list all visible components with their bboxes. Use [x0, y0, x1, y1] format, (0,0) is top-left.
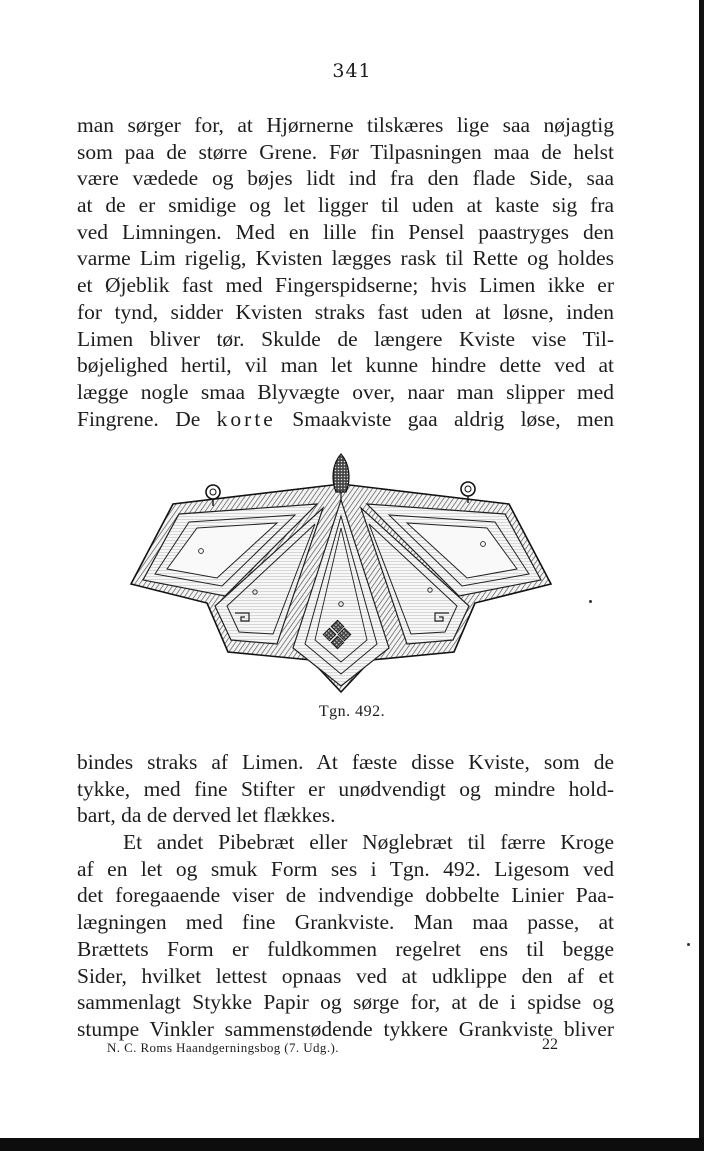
text-line: lægge nogle smaa Blyvægte over, naar man slipper med — [77, 379, 614, 404]
figure-caption: Tgn. 492. — [318, 703, 386, 720]
key-board-illustration — [127, 448, 557, 700]
text-line: for tynd, sidder Kvisten straks fast uden at løsne, inden — [77, 299, 614, 324]
text-line: det foregaaende viser de indvendige dobbelte Linier Paa- — [77, 883, 614, 908]
text-line: være vædede og bøjes lidt ind fra den flade Side, saa — [77, 166, 614, 191]
text-line: sammenlagt Stykke Papir og sørge for, at de i spidse og — [77, 990, 614, 1015]
text-line: ved Limningen. Med en lille fin Pensel paastryges den — [77, 219, 614, 244]
text-line: bøjelighed hertil, vil man let kunne hindre dette ved at — [77, 353, 614, 378]
text-line: Et andet Pibebræt eller Nøglebræt til færre Kroge — [123, 830, 614, 855]
text-line: bart, da de derved let flækkes. — [77, 803, 336, 828]
text-line: man sørger for, at Hjørnerne tilskæres lige saa nøjagtig — [77, 113, 614, 137]
page-number: 341 — [332, 60, 372, 82]
scan-edge-bottom — [0, 1138, 704, 1151]
text-line: Sider, hvilket lettest opnaas ved at udklippe den af et — [77, 963, 614, 988]
text-line: stumpe Vinkler sammenstødende tykkere Grankviste bliver — [77, 1016, 614, 1041]
text-line: lægningen med fine Grankviste. Man maa passe, at — [77, 910, 614, 935]
text-line: varme Lim rigelig, Kvisten lægges rask til Rette og holdes — [77, 246, 614, 271]
text-line: at de er smidige og let ligger til uden at kaste sig fra — [77, 193, 614, 218]
footer-book-title: N. C. Roms Haandgerningsbog (7. Udg.). — [107, 1040, 339, 1055]
paper-speck — [589, 600, 592, 603]
paragraph-1 — [77, 112, 614, 432]
text-line — [77, 406, 614, 433]
scan-edge-right — [699, 0, 704, 1151]
text-line: af en let og smuk Form ses i Tgn. 492. Ligesom ved — [77, 856, 614, 881]
text-segment: Smaakviste gaa aldrig løse, men — [275, 406, 614, 431]
text-line: som paa de større Grene. Før Tilpasningen maa de helst — [77, 139, 614, 164]
emphasis-word: korte — [216, 406, 276, 431]
text-line: tykke, med fine Stifter er unødvendigt og mindre hold- — [77, 776, 614, 801]
text-line: bindes straks af Limen. At fæste disse Kviste, som de — [77, 750, 614, 774]
paragraph-2 — [77, 749, 614, 1043]
paper-speck — [687, 943, 690, 946]
text-line: Brættets Form er fuldkommen regelret ens til begge — [77, 936, 614, 961]
text-segment: Fingrene. De — [77, 406, 217, 431]
text-line: Limen bliver tør. Skulde de længere Kviste vise Til- — [77, 326, 614, 351]
footer-signature: 22 — [542, 1036, 558, 1053]
text-line: et Øjeblik fast med Fingerspidserne; hvis Limen ikke er — [77, 273, 614, 298]
